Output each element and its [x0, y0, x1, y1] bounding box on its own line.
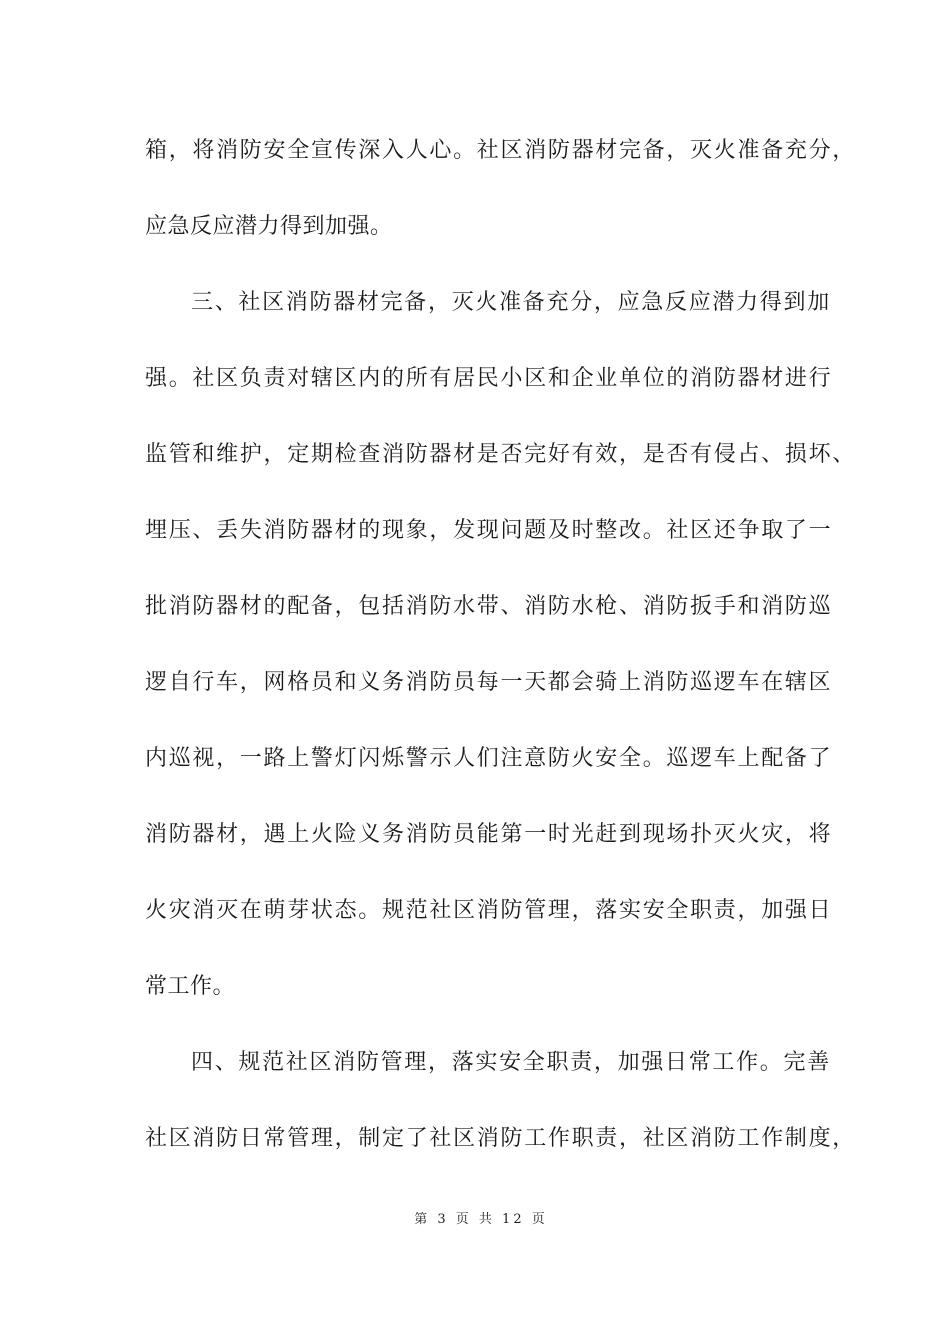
- body-text-line: 批消防器材的配备，包括消防水带、消防水枪、消防扳手和消防巡: [145, 594, 833, 619]
- body-text-line: 应急反应潜力得到加强。: [145, 214, 393, 239]
- page-number-footer: 第 3 页 共 12 页: [414, 1212, 548, 1227]
- body-text-line: 社区消防日常管理，制定了社区消防工作职责，社区消防工作制度，: [145, 1126, 857, 1151]
- body-text-line: 监管和维护，定期检查消防器材是否完好有效，是否有侵占、损坏、: [145, 442, 857, 467]
- body-text-line: 强。社区负责对辖区内的所有居民小区和企业单位的消防器材进行: [145, 366, 833, 391]
- body-text-line: 箱，将消防安全宣传深入人心。社区消防器材完备，灭火准备充分，: [145, 138, 857, 163]
- body-text-line: 火灾消灭在萌芽状态。规范社区消防管理，落实安全职责，加强日: [145, 898, 833, 923]
- body-text-line: 埋压、丢失消防器材的现象，发现问题及时整改。社区还争取了一: [145, 518, 833, 543]
- body-text-line: 消防器材，遇上火险义务消防员能第一时光赶到现场扑灭火灾，将: [145, 822, 833, 847]
- body-text-line: 常工作。: [145, 974, 236, 999]
- section-heading-four: 四、规范社区消防管理，落实安全职责，加强日常工作。完善: [191, 1050, 831, 1075]
- body-text-line: 内巡视，一路上警灯闪烁警示人们注意防火安全。巡逻车上配备了: [145, 746, 833, 771]
- body-text-line: 逻自行车，网格员和义务消防员每一天都会骑上消防巡逻车在辖区: [145, 670, 833, 695]
- section-heading-three: 三、社区消防器材完备，灭火准备充分，应急反应潜力得到加: [191, 290, 831, 315]
